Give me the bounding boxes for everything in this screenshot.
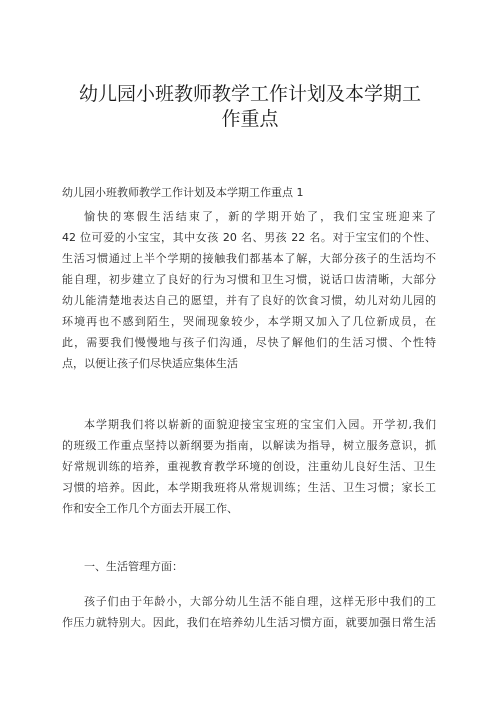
document-title-line-2: 作重点: [221, 108, 279, 130]
paragraph-line: 42 位可爱的小宝宝，其中女孩 20 名、男孩 22 名。对于宝宝们的个性、: [62, 231, 436, 244]
document-title-line-1: 幼儿园小班教师教学工作计划及本学期工: [78, 83, 421, 105]
paragraph-line: 好常规训练的培养，重视教育教学环境的创设，注重幼儿良好生活、卫生: [62, 460, 436, 473]
paragraph-line: 的班级工作重点坚持以新纲要为指南，以解读为指导，树立服务意识，抓: [62, 439, 436, 452]
paragraph-line: 点，以便让孩子们尽快适应集体生活: [62, 357, 238, 370]
paragraph-2: [62, 414, 436, 519]
paragraph-line: 幼儿能清楚地表达自己的愿望，并有了良好的饮食习惯，幼儿对幼儿园的: [62, 294, 436, 307]
paragraph-line: 作压力就特别大。因此，我们在培养幼儿生活习惯方面，就要加强日常生活: [62, 616, 436, 629]
paragraph-line: 习惯的培养。因此，本学期我班将从常规训练；生活、卫生习惯；家长工: [62, 481, 436, 494]
paragraph-line: 孩子们由于年龄小，大部分幼儿生活不能自理，这样无形中我们的工: [84, 595, 436, 608]
section-heading: 一、生活管理方面：: [84, 560, 183, 573]
paragraph-line: 本学期我们将以崭新的面貌迎接宝宝班的宝宝们入园。开学初,我们: [84, 418, 436, 431]
paragraph-line: 生活习惯通过上半个学期的接触我们都基本了解，大部分孩子的生活均不: [62, 252, 436, 265]
paragraph-1: [62, 206, 436, 374]
document-title: [40, 82, 460, 132]
paragraph-3: [62, 591, 436, 633]
paragraph-line: 愉快的寒假生活结束了，新的学期开始了，我们宝宝班迎来了: [84, 210, 436, 223]
document-subtitle: 幼儿园小班教师教学工作计划及本学期工作重点 1: [62, 186, 304, 199]
section-1: [62, 556, 436, 577]
paragraph-line: 能自理，初步建立了良好的行为习惯和卫生习惯，说话口齿清晰，大部分: [62, 273, 436, 286]
paragraph-line: 此，需要我们慢慢地与孩子们沟通，尽快了解他们的生活习惯、个性特: [62, 336, 436, 349]
paragraph-line: 作和安全工作几个方面去开展工作、: [62, 502, 238, 515]
paragraph-line: 环境再也不感到陌生，哭闹现象较少，本学期又加入了几位新成员，在: [62, 315, 436, 328]
